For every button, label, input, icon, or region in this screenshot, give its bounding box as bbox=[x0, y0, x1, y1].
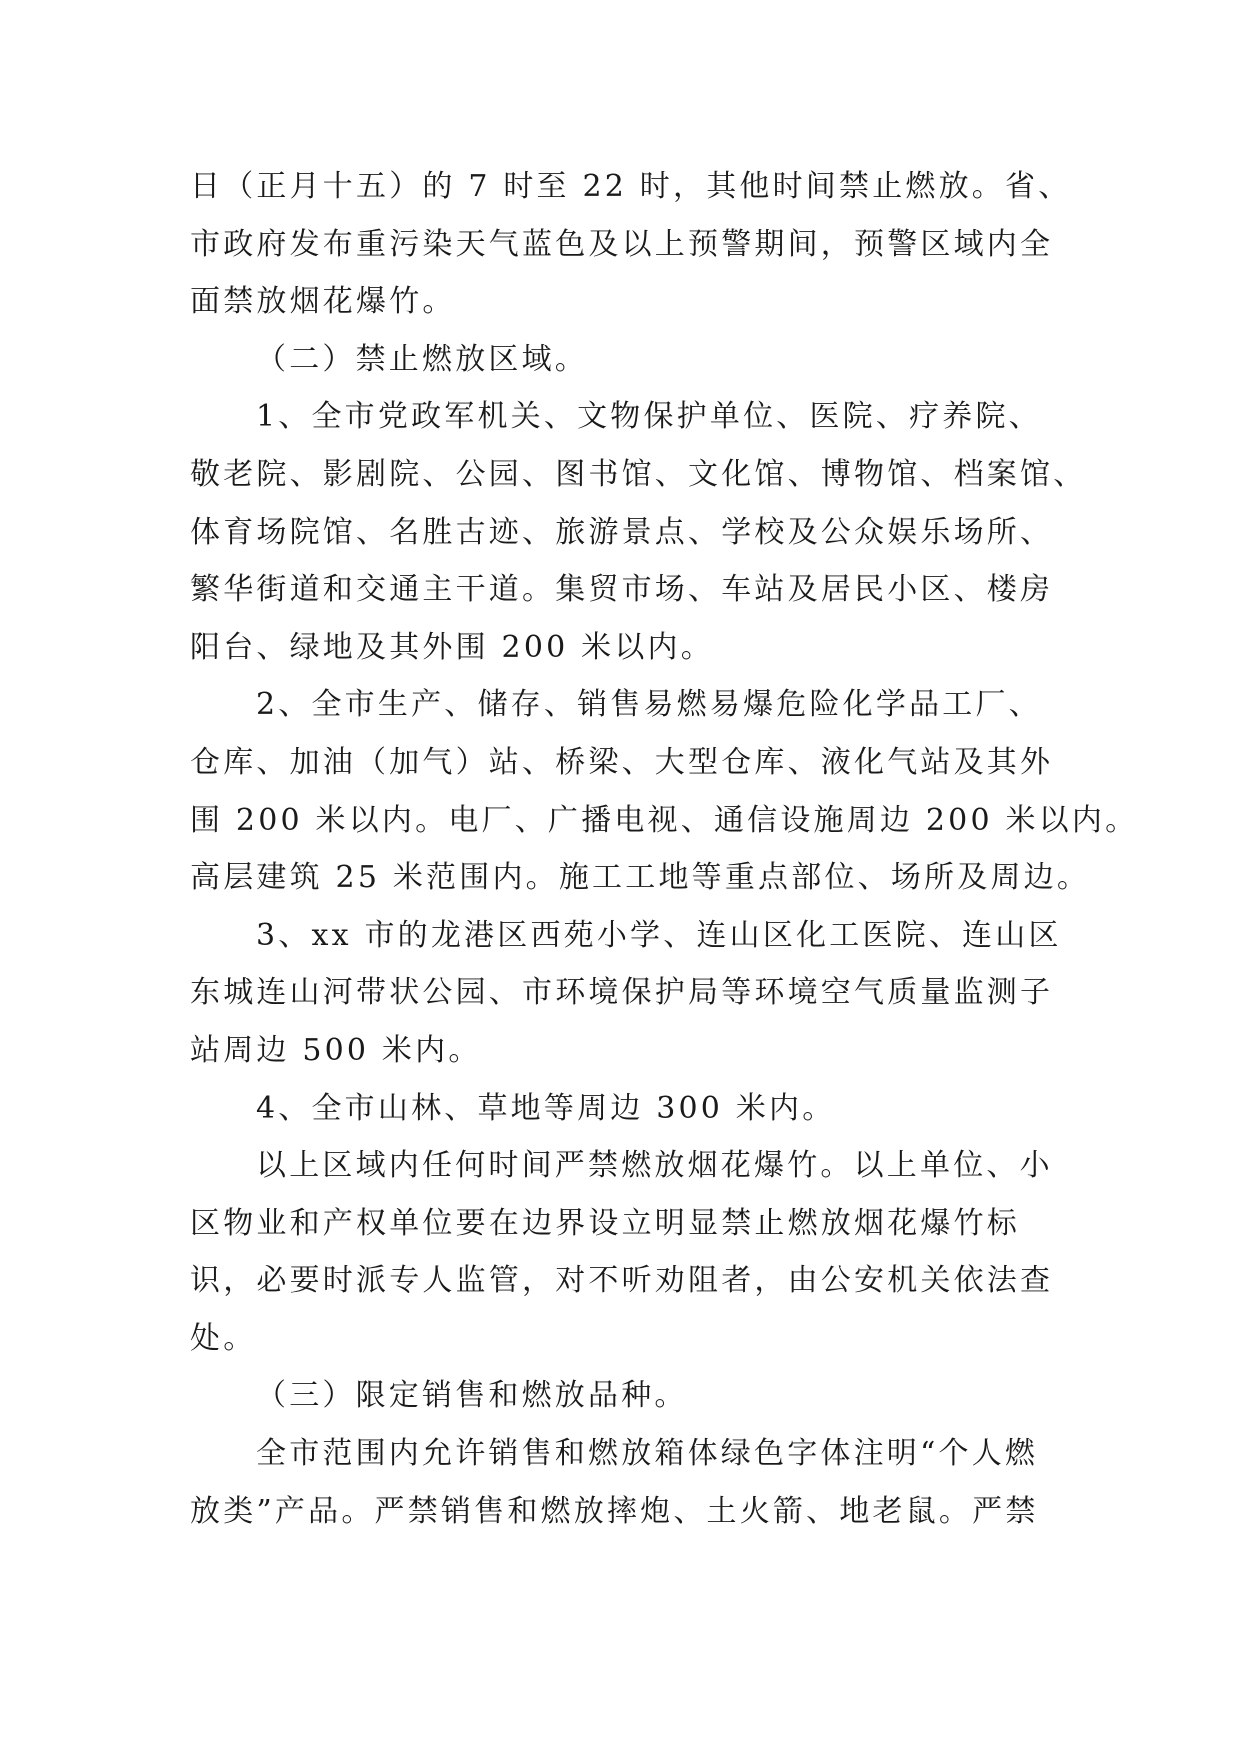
section-heading: （三）限定销售和燃放品种。 bbox=[256, 1378, 688, 1414]
text-line: 1、全市党政军机关、文物保护单位、医院、疗养院、 bbox=[256, 399, 1042, 435]
text-line: 东城连山河带状公园、市环境保护局等环境空气质量监测子 bbox=[190, 975, 1054, 1011]
section-heading: （二）禁止燃放区域。 bbox=[256, 341, 588, 377]
text-line: 站周边 500 米内。 bbox=[190, 1032, 482, 1068]
text-line: 高层建筑 25 米范围内。施工工地等重点部位、场所及周边。 bbox=[190, 860, 1091, 896]
text-line: 面禁放烟花爆竹。 bbox=[190, 284, 456, 320]
text-line: 以上区域内任何时间严禁燃放烟花爆竹。以上单位、小 bbox=[256, 1148, 1053, 1184]
text-line: 市政府发布重污染天气蓝色及以上预警期间，预警区域内全 bbox=[190, 226, 1054, 262]
text-line: 敬老院、影剧院、公园、图书馆、文化馆、博物馆、档案馆、 bbox=[190, 456, 1087, 492]
text-line: 3、xx 市的龙港区西苑小学、连山区化工医院、连山区 bbox=[256, 917, 1062, 953]
text-line: 放类”产品。严禁销售和燃放摔炮、土火箭、地老鼠。严禁 bbox=[190, 1493, 1039, 1529]
text-line: 阳台、绿地及其外围 200 米以内。 bbox=[190, 629, 714, 665]
text-line: 围 200 米以内。电厂、广播电视、通信设施周边 200 米以内。 bbox=[190, 802, 1139, 838]
text-line: 区物业和产权单位要在边界设立明显禁止燃放烟花爆竹标 bbox=[190, 1205, 1020, 1241]
text-line: 日（正月十五）的 7 时至 22 时，其他时间禁止燃放。省、 bbox=[190, 169, 1072, 204]
text-line: 繁华街道和交通主干道。集贸市场、车站及居民小区、楼房 bbox=[190, 572, 1054, 608]
text-line: 仓库、加油（加气）站、桥梁、大型仓库、液化气站及其外 bbox=[190, 744, 1054, 780]
text-line: 4、全市山林、草地等周边 300 米内。 bbox=[256, 1090, 836, 1126]
text-line: 全市范围内允许销售和燃放箱体绿色字体注明“个人燃 bbox=[256, 1436, 1039, 1472]
text-line: 识，必要时派专人监管，对不听劝阻者，由公安机关依法查 bbox=[190, 1263, 1054, 1299]
text-line: 体育场院馆、名胜古迹、旅游景点、学校及公众娱乐场所、 bbox=[190, 514, 1054, 550]
text-line: 处。 bbox=[190, 1320, 257, 1356]
text-line: 2、全市生产、储存、销售易燃易爆危险化学品工厂、 bbox=[256, 687, 1042, 723]
document-body bbox=[190, 158, 1139, 1540]
